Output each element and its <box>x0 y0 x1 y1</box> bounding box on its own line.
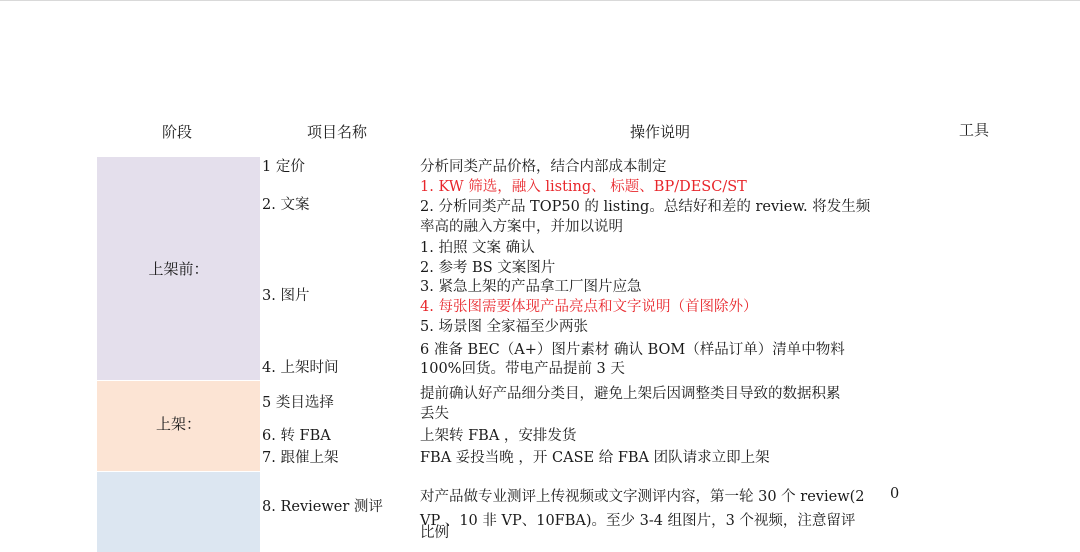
desc-line-highlight: 4. 每张图需要体现产品亮点和文字说明（首图除外） <box>420 299 758 315</box>
item-category-selection: 5 类目选择 <box>262 395 334 411</box>
stage-label-listing: 上架： <box>155 415 201 433</box>
desc-line: VP 、10 非 VP、10FBA)。至少 3-4 组图片，3 个视频，注意留评 <box>420 513 856 529</box>
item-follow-up-listing: 7. 跟催上架 <box>262 450 339 466</box>
desc-line: 对产品做专业测评上传视频或文字测评内容，第一轮 30 个 review(2 <box>420 489 865 505</box>
item-listing-time: 4. 上架时间 <box>262 360 339 376</box>
item-images: 3. 图片 <box>262 288 310 304</box>
desc-line: FBA 妥投当晚 ，开 CASE 给 FBA 团队请求立即上架 <box>420 450 770 466</box>
desc-line: 6 准备 BEC（A+）图片素材 确认 BOM（样品订单）清单中物料 <box>420 342 845 358</box>
desc-line: 2. 参考 BS 文案图片 <box>420 260 556 276</box>
header-item-name: 项目名称 <box>307 123 368 141</box>
stage-block-post-listing <box>97 472 260 552</box>
stage-block-pre-listing <box>97 157 260 380</box>
stage-label-pre-listing: 上架前： <box>148 260 209 278</box>
desc-line: 提前确认好产品细分类目，避免上架后因调整类目导致的数据积累 <box>420 386 841 402</box>
desc-line: 1. 拍照 文案 确认 <box>420 240 535 256</box>
top-border <box>0 0 1080 1</box>
desc-line: 上架转 FBA ，安排发货 <box>420 428 577 444</box>
tool-note: 0 <box>890 486 900 502</box>
desc-line: 丢失 <box>420 406 449 422</box>
item-transfer-fba: 6. 转 FBA <box>262 428 331 444</box>
desc-line: 2. 分析同类产品 TOP50 的 listing。总结好和差的 review. 将发生频 <box>420 199 871 215</box>
stage-block-listing <box>97 381 260 471</box>
desc-line: 比例 <box>420 525 449 541</box>
desc-line: 100%回货。带电产品提前 3 天 <box>420 361 625 377</box>
item-reviewer-test: 8. Reviewer 测评 <box>262 499 383 515</box>
desc-line: 5. 场景图 全家福至少两张 <box>420 319 589 335</box>
desc-line: 3. 紧急上架的产品拿工厂图片应急 <box>420 279 642 295</box>
desc-line: 率高的融入方案中，并加以说明 <box>420 219 623 235</box>
desc-line: 分析同类产品价格，结合内部成本制定 <box>420 159 667 175</box>
desc-line-highlight: 1. KW 筛选，融入 listing、 标题、BP/DESC/ST <box>420 179 747 195</box>
header-stage: 阶段 <box>162 123 193 141</box>
item-copywriting: 2. 文案 <box>262 197 310 213</box>
header-description: 操作说明 <box>630 123 691 141</box>
item-pricing: 1 定价 <box>262 159 305 175</box>
header-tool: 工具 <box>959 121 990 139</box>
